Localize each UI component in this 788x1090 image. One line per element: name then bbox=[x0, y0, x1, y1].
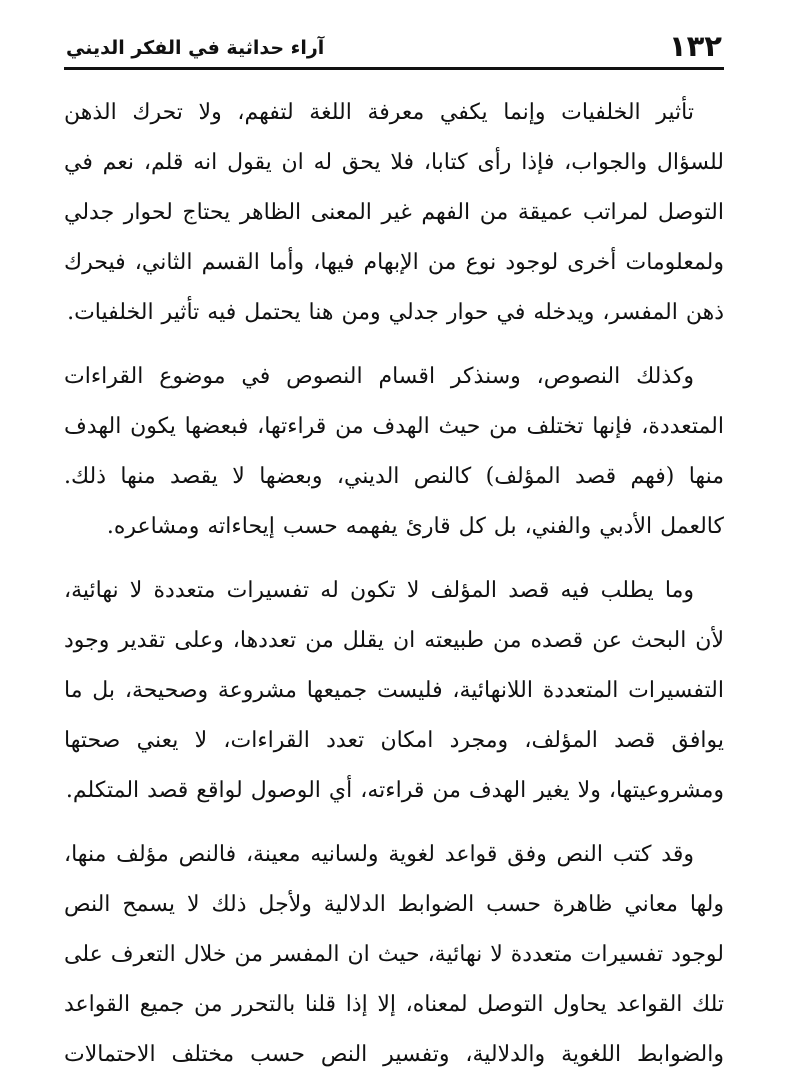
paragraph-4: وقد كتب النص وفق قواعد لغوية ولسانيه معينة، فالنص مؤلف منها، ولها معاني ظاهرة حسب الضوابط الدلالية ولأجل ذلك لا يسمح النص لوجود تفسيرات متعددة لا نهائية، حيث ان المفسر من خلال التعرف على تلك القواعد يحاول التوصل لمعناه، إلا إذا قلنا بالتحرر من جميع القواعد والضوابط اللغوية والدلالية، وتفسير النص حسب مختلف الاحتمالات bbox=[64, 842, 724, 1067]
header-divider bbox=[64, 67, 724, 70]
page-number: ١٣٢ bbox=[668, 29, 722, 63]
paragraph-3: وما يطلب فيه قصد المؤلف لا تكون له تفسيرات متعددة لا نهائية، لأن البحث عن قصده من طبيعته ان يقلل من تعددها، وعلى تقدير وجود التفسيرات المتعددة اللانهائية، فليست جميعها مشروعة وصحيحة، بل ما يوافق قصد المؤلف، ومجرد امكان تعدد القراءات، لا يعني صحتها ومشروعيتها، ولا يغير الهدف من قراءته، أي الوصول لواقع قصد المتكلم. bbox=[64, 578, 724, 803]
book-title: آراء حداثية في الفكر الديني bbox=[66, 37, 325, 59]
paragraph-1: تأثير الخلفيات وإنما يكفي معرفة اللغة لتفهم، ولا تحرك الذهن للسؤال والجواب، فإذا رأى كتابا، فلا يحق له ان يقول انه قلم، نعم في التوصل لمراتب عميقة من الفهم غير المعنى الظاهر يحتاج لحوار جدلي ولمعلومات أخرى لوجود نوع من الإبهام فيها، وأما القسم الثاني، فيحرك ذهن المفسر، ويدخله في حوار جدلي ومن هنا يحتمل فيه تأثير الخلفيات. bbox=[64, 100, 724, 325]
body-text bbox=[64, 88, 724, 1080]
running-header bbox=[66, 22, 722, 66]
paragraph-2: وكذلك النصوص، وسنذكر اقسام النصوص في موضوع القراءات المتعددة، فإنها تختلف من حيث الهدف من قراءتها، فبعضها يكون الهدف منها (فهم قصد المؤلف) كالنص الديني، وبعضها لا يقصد منها ذلك. كالعمل الأدبي والفني، بل كل قارئ يفهمه حسب إيحاءاته ومشاعره. bbox=[64, 364, 724, 539]
